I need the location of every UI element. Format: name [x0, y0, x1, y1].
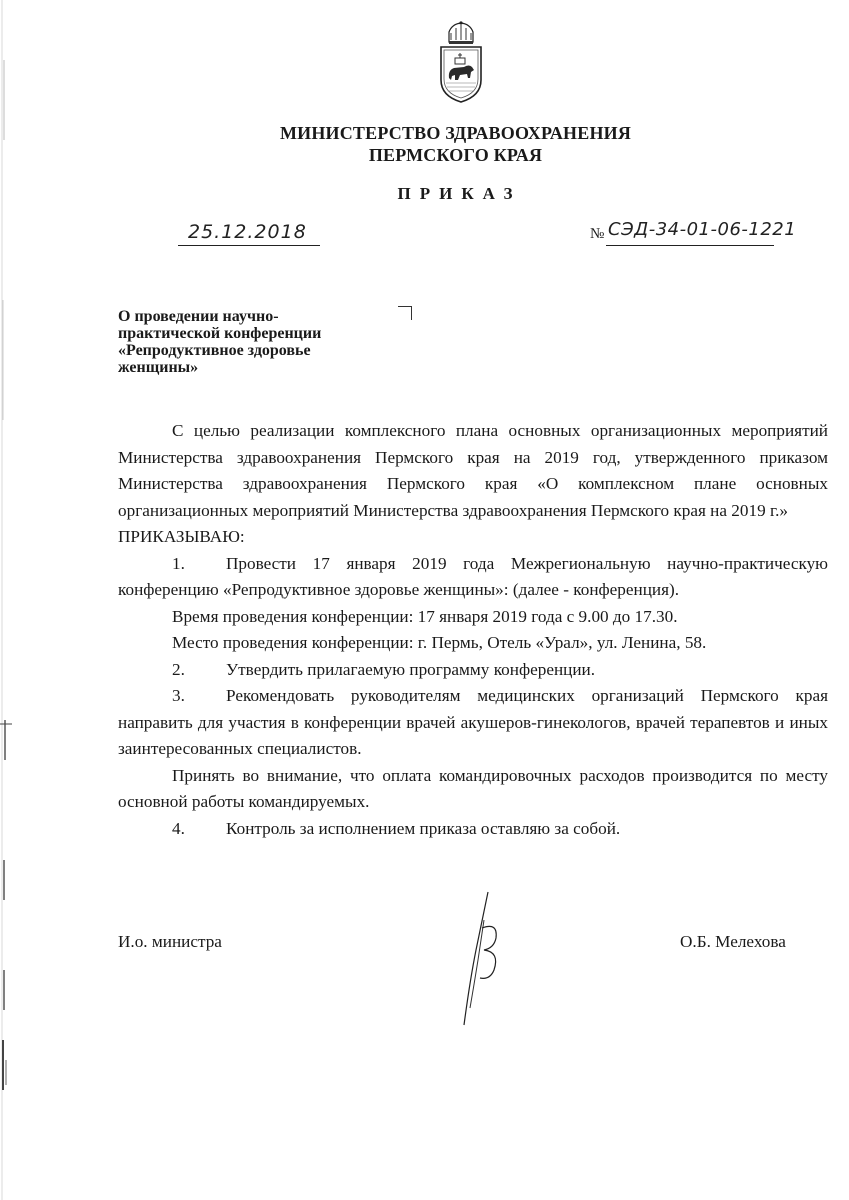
item-number: 1.: [172, 553, 185, 573]
order-subject: [118, 308, 388, 376]
order-item-4: [118, 816, 828, 843]
preamble-paragraph: С целью реализации комплексного плана основных организационных мероприятий Министерства здравоохранения Пермского края на 2019 год, утвержденного приказом Министерства здравоохранения Пермского края «О комплексном плане основных организационных мероприятий Министерства здравоохранения Пермского края на 2019 г.»: [118, 421, 828, 520]
document-type-heading: ПРИКАЗ: [397, 184, 522, 203]
order-date: 25.12.2018: [188, 221, 307, 243]
order-item-3: [118, 683, 828, 763]
item-text: Рекомендовать руководителям медицинских организаций Пермского края направить для участия в конференции врачей акушеров-гинекологов, врачей терапевтов и иных заинтересованных специалистов.: [118, 686, 828, 758]
coat-of-arms-emblem: [436, 20, 486, 104]
item-text: Провести 17 января 2019 года Межрегиональную научно-практическую конференцию «Репродуктивное здоровье женщины»: (далее - конференция).: [118, 553, 828, 599]
signer-title: И.о. министра: [118, 932, 222, 951]
ministry-name: [0, 122, 849, 166]
subject-corner-mark: [398, 306, 412, 320]
order-number: СЭД-34-01-06-1221: [608, 219, 797, 240]
scan-edge-marks: [0, 0, 14, 1200]
item-number: 4.: [172, 818, 185, 838]
order-body: [118, 418, 828, 842]
signer-name: О.Б. Мелехова: [680, 932, 786, 951]
order-directive: ПРИКАЗЫВАЮ:: [118, 527, 245, 546]
ministry-name-line2: ПЕРМСКОГО КРАЯ: [368, 145, 543, 165]
ministry-name-line1: МИНИСТЕРСТВО ЗДРАВООХРАНЕНИЯ: [279, 123, 632, 143]
expenses-note: Принять во внимание, что оплата командировочных расходов производится по месту основной работы командируемых.: [118, 765, 828, 811]
order-item-1: [118, 551, 828, 604]
item-text: Контроль за исполнением приказа оставляю за собой.: [226, 818, 621, 838]
subject-line: «Репродуктивное здоровье: [118, 342, 311, 359]
item-number: 3.: [172, 686, 185, 705]
item-number: 2.: [172, 659, 185, 679]
number-sign: №: [590, 226, 605, 242]
subject-line: женщины»: [118, 359, 199, 376]
conference-place: Место проведения конференции: г. Пермь, Отель «Урал», ул. Ленина, 58.: [172, 633, 707, 652]
handwritten-signature: [440, 890, 520, 1030]
subject-line: практической конференции: [118, 325, 322, 342]
conference-time: Время проведения конференции: 17 января 2019 года с 9.00 до 17.30.: [172, 606, 678, 626]
subject-line: О проведении научно-: [118, 308, 279, 325]
item-text: Утвердить прилагаемую программу конференции.: [226, 659, 596, 679]
order-item-2: [118, 657, 828, 684]
